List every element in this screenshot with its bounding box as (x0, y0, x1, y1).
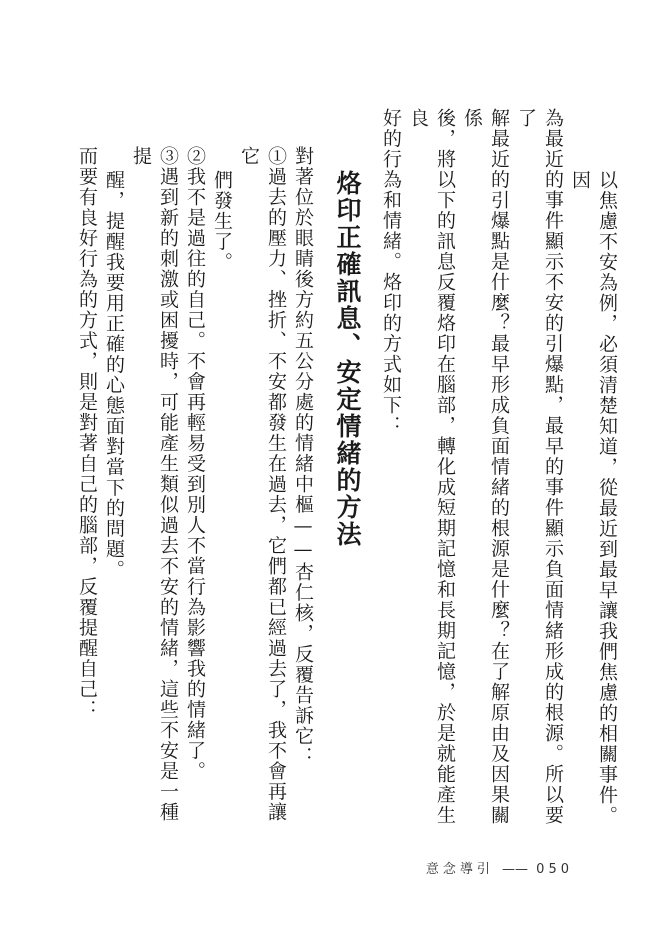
paragraph-line: 好的行為和情緒。烙印的方式如下： (380, 108, 402, 436)
footer-separator: —— (502, 862, 529, 877)
book-title: 意念導引 (425, 862, 494, 877)
paragraph-line: 解最近的引爆點是什麼？最早形成負面情緒的根源是什麼？在了解原由及因果關係 (461, 108, 510, 826)
paragraph-line: 對著位於眼睛後方約五公分處的情緒中樞——杏仁核，反覆告訴它： (292, 146, 314, 767)
paragraph-line: 後，將以下的訊息反覆烙印在腦部，轉化成短期記憶和長期記憶，於是就能產生良 (407, 108, 456, 826)
list-item: ②我不是過往的自己。不會再輕易受到別人不當行為影響我的情緒了。 (184, 146, 206, 782)
page-body (60, 108, 620, 828)
list-item-continuation: 們發生了。 (211, 170, 233, 273)
page-number: 050 (536, 862, 573, 877)
paragraph-line: 為最近的事件顯示不安的引爆點，最早的事件顯示負面情緒形成的根源。所以要了 (515, 108, 564, 826)
section-heading: 烙印正確訊息、安定情緒的方法 (333, 170, 362, 548)
list-item-continuation: 醒，提醒我要用正確的心態面對當下的問題。 (103, 170, 125, 580)
paragraph-line: 而要有良好行為的方式，則是對著自己的腦部，反覆提醒自己： (76, 146, 98, 720)
list-item: ③遇到新的刺激或困擾時，可能產生類似過去不安的情緒，這些不安是一種提 (130, 146, 179, 823)
page-footer (426, 858, 573, 877)
list-item: ①過去的壓力、挫折、不安都發生在過去，它們都已經過去了，我不會再讓它 (238, 146, 287, 823)
paragraph-line: 以焦慮不安為例，必須清楚知道，從最近到最早讓我們焦慮的相關事件。因 (569, 170, 618, 826)
